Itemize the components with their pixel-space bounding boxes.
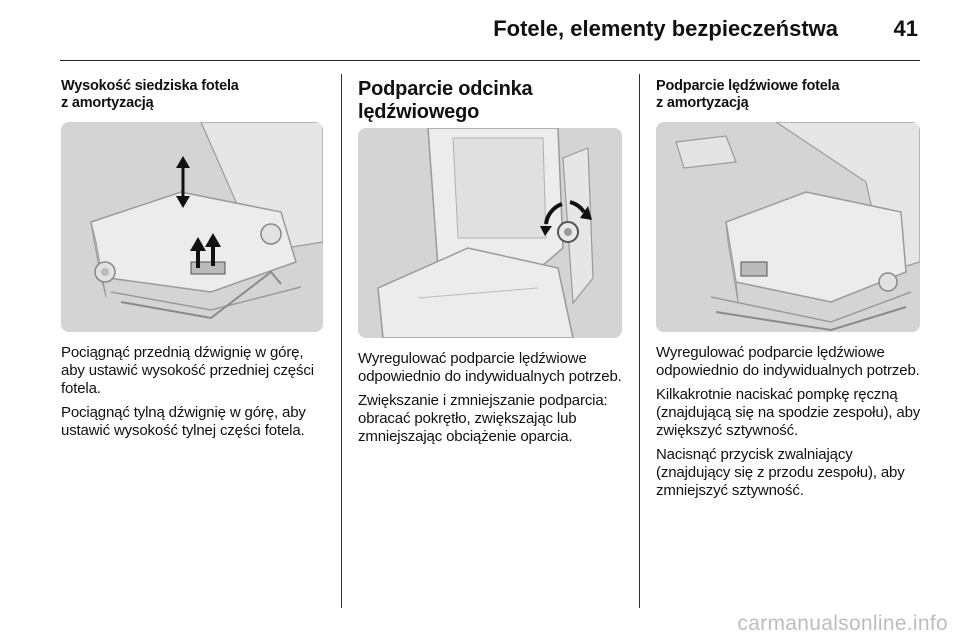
- paragraph: Wyregulować podparcie lędźwiowe odpowiednio do indywidualnych potrzeb.: [358, 350, 622, 385]
- paragraph: Pociągnąć tylną dźwignię w górę, aby ustawić wysokość tylnej części fotela.: [61, 404, 306, 439]
- heading-line-1: Wysokość siedziska fotela: [61, 78, 239, 94]
- page-number: 41: [893, 16, 918, 41]
- paragraph: Pociągnąć przednią dźwignię w górę, aby ustawić wysokość przedniej części fotela.: [61, 344, 314, 397]
- heading-line-2: lędźwiowego: [358, 101, 480, 123]
- suspension-seat-drawing: [656, 122, 920, 332]
- heading-line-1: Podparcie lędźwiowe fotela: [656, 78, 840, 94]
- heading-line-2: z amortyzacją: [61, 95, 154, 111]
- heading-line-1: Podparcie odcinka: [358, 78, 533, 100]
- section-heading-lumbar-support: [358, 78, 624, 124]
- lumbar-support-illustration: [358, 128, 622, 338]
- suspension-seat-illustration: [656, 122, 920, 332]
- watermark: carmanualsonline.info: [737, 612, 948, 635]
- paragraph: Kilkakrotnie naciskać pompkę ręczną (znajdującą się na spodzie zespołu), aby zwiększyć sztywność.: [656, 386, 921, 439]
- paragraph: Wyregulować podparcie lędźwiowe odpowiednio do indywidualnych potrzeb.: [656, 344, 920, 379]
- section-seat-height: [61, 78, 331, 446]
- column-divider-right: [639, 74, 640, 608]
- header-title: Fotele, elementy bezpieczeństwa: [493, 16, 838, 41]
- column-divider-left: [341, 74, 342, 608]
- seat-height-drawing: [61, 122, 323, 332]
- section-heading-seat-height: [61, 78, 331, 112]
- section-heading-lumbar-support-suspension: [656, 78, 926, 112]
- paragraph: Zwiększanie i zmniejszanie podparcia: obracać pokrętło, zwiększając lub zmniejszając obciążenie oparcia.: [358, 392, 608, 445]
- section-lumbar-support-suspension: [656, 78, 926, 506]
- page-header: [60, 0, 920, 61]
- seat-height-illustration: [61, 122, 323, 332]
- paragraph: Nacisnąć przycisk zwalniający (znajdujący się z przodu zespołu), aby zmniejszyć sztywność.: [656, 446, 905, 499]
- lumbar-support-drawing: [358, 128, 622, 338]
- section-lumbar-support: [358, 78, 624, 452]
- heading-line-2: z amortyzacją: [656, 95, 749, 111]
